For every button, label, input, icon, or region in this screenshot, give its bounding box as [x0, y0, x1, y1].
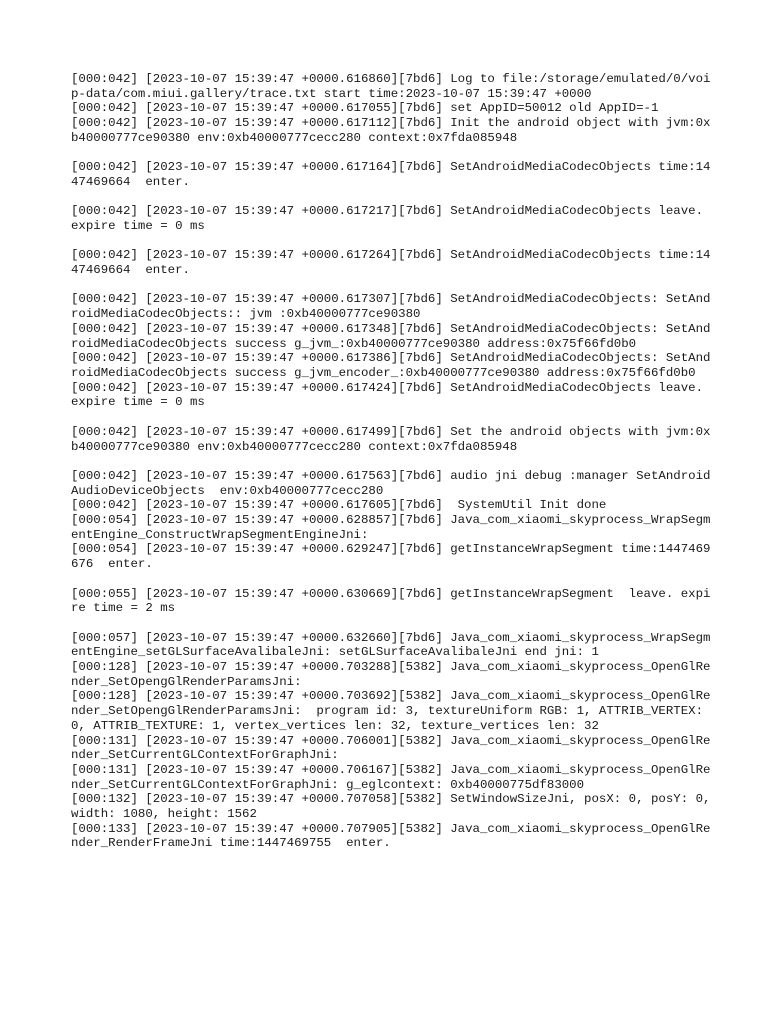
log-line: [000:042] [2023-10-07 15:39:47 +0000.617499][7bd6] Set the android objects with jvm:0xb40000777ce90380 env:0xb40000777cecc280 context:0x7fda085948	[71, 424, 711, 454]
log-line: [000:042] [2023-10-07 15:39:47 +0000.617563][7bd6] audio jni debug :manager SetAndroidAudioDeviceObjects env:0xb40000777cecc280	[71, 468, 711, 498]
log-line: [000:057] [2023-10-07 15:39:47 +0000.632660][7bd6] Java_com_xiaomi_skyprocess_WrapSegmentEngine_setGLSurfaceAvalibaleJni: setGLSurfaceAvalibaleJni end jni: 1	[71, 630, 711, 660]
blank-line	[71, 146, 711, 161]
blank-line	[71, 454, 711, 469]
log-line: [000:042] [2023-10-07 15:39:47 +0000.617217][7bd6] SetAndroidMediaCodecObjects leave. expire time = 0 ms	[71, 204, 711, 233]
log-line: [000:128] [2023-10-07 15:39:47 +0000.703692][5382] Java_com_xiaomi_skyprocess_OpenGlRender_SetOpengGlRenderParamsJni: program id: 3, textureUniform RGB: 1, ATTRIB_VERTEX: 0, ATTRIB_TEXTURE: 1, vertex_vertices len: 32, texture_vertices len: 32	[71, 689, 711, 733]
log-line: [000:042] [2023-10-07 15:39:47 +0000.617264][7bd6] SetAndroidMediaCodecObjects time:1447469664 enter.	[71, 248, 711, 278]
log-line: [000:042] [2023-10-07 15:39:47 +0000.617055][7bd6] set AppID=50012 old AppID=-1	[71, 101, 659, 116]
blank-line	[71, 572, 711, 587]
log-document	[71, 72, 718, 851]
log-line: [000:042] [2023-10-07 15:39:47 +0000.617164][7bd6] SetAndroidMediaCodecObjects time:1447469664 enter.	[71, 160, 711, 189]
log-line: [000:042] [2023-10-07 15:39:47 +0000.617348][7bd6] SetAndroidMediaCodecObjects: SetAndroidMediaCodecObjects success g_jvm_:0xb40000777ce90380 address:0x75f66fd0b0	[71, 321, 711, 351]
log-line: [000:042] [2023-10-07 15:39:47 +0000.617424][7bd6] SetAndroidMediaCodecObjects leave. expire time = 0 ms	[71, 380, 711, 410]
blank-line	[71, 410, 711, 425]
log-line: [000:133] [2023-10-07 15:39:47 +0000.707905][5382] Java_com_xiaomi_skyprocess_OpenGlRender_RenderFrameJni time:1447469755 enter.	[71, 821, 711, 851]
blank-line	[71, 278, 711, 293]
log-line: [000:042] [2023-10-07 15:39:47 +0000.617112][7bd6] Init the android object with jvm:0xb40000777ce90380 env:0xb40000777cecc280 context:0x7fda085948	[71, 116, 711, 145]
log-line: [000:042] [2023-10-07 15:39:47 +0000.617307][7bd6] SetAndroidMediaCodecObjects: SetAndroidMediaCodecObjects:: jvm :0xb40000777ce90380	[71, 292, 711, 322]
log-line: [000:042] [2023-10-07 15:39:47 +0000.616860][7bd6] Log to file:/storage/emulated/0/voip-data/com.miui.gallery/trace.txt start time:2023-10-07 15:39:47 +0000	[71, 72, 711, 101]
log-line: [000:054] [2023-10-07 15:39:47 +0000.628857][7bd6] Java_com_xiaomi_skyprocess_WrapSegmentEngine_ConstructWrapSegmentEngineJni:	[71, 513, 711, 542]
log-line: [000:132] [2023-10-07 15:39:47 +0000.707058][5382] SetWindowSizeJni, posX: 0, posY: 0, width: 1080, height: 1562	[71, 792, 718, 822]
log-line: [000:054] [2023-10-07 15:39:47 +0000.629247][7bd6] getInstanceWrapSegment time:1447469676 enter.	[71, 542, 711, 572]
log-line: [000:131] [2023-10-07 15:39:47 +0000.706167][5382] Java_com_xiaomi_skyprocess_OpenGlRender_SetCurrentGLContextForGraphJni: g_eglcontext: 0xb40000775df83000	[71, 762, 711, 792]
log-line: [000:042] [2023-10-07 15:39:47 +0000.617386][7bd6] SetAndroidMediaCodecObjects: SetAndroidMediaCodecObjects success g_jvm_encoder_:0xb40000777ce90380 address:0x75f66fd0b0	[71, 351, 711, 380]
blank-line	[71, 190, 711, 205]
log-line: [000:055] [2023-10-07 15:39:47 +0000.630669][7bd6] getInstanceWrapSegment leave. expire time = 2 ms	[71, 586, 711, 616]
log-line: [000:042] [2023-10-07 15:39:47 +0000.617605][7bd6] SystemUtil Init done	[71, 498, 607, 513]
blank-line	[71, 616, 711, 631]
blank-line	[71, 234, 711, 249]
log-line: [000:128] [2023-10-07 15:39:47 +0000.703288][5382] Java_com_xiaomi_skyprocess_OpenGlRender_SetOpengGlRenderParamsJni:	[71, 660, 711, 689]
log-line: [000:131] [2023-10-07 15:39:47 +0000.706001][5382] Java_com_xiaomi_skyprocess_OpenGlRender_SetCurrentGLContextForGraphJni:	[71, 733, 711, 763]
